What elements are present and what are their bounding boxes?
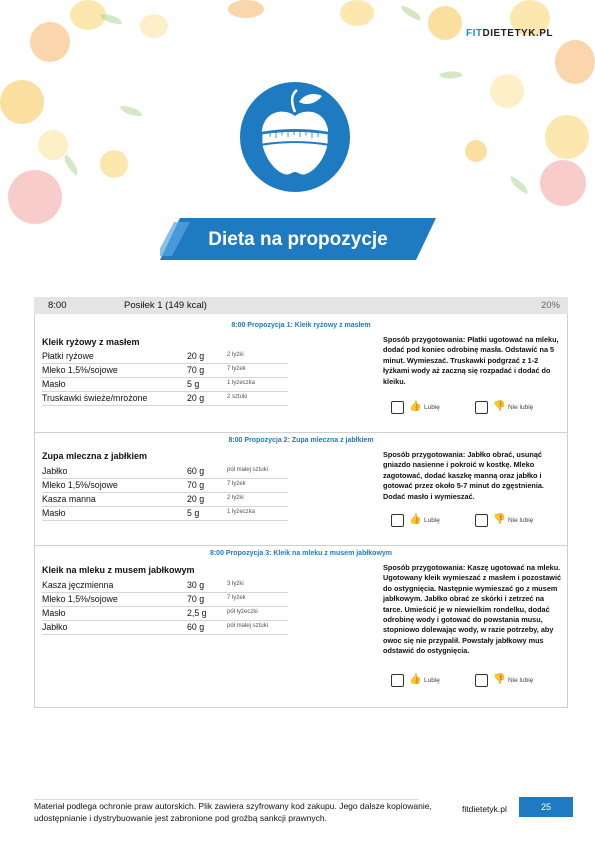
ingredient-amount: 20 g	[187, 351, 205, 361]
ingredient-measure: 2 sztuki	[227, 394, 248, 400]
proposal-3-dish: Kleik na mleku z musem jabłkowym	[42, 565, 195, 575]
prep-label: Sposób przygotowania:	[383, 335, 466, 344]
ingredient-measure: pół małej sztuki	[227, 623, 269, 629]
like-label: Lubię	[424, 517, 440, 524]
ingredient-row	[42, 493, 288, 507]
dislike-label: Nie lubię	[508, 404, 534, 411]
meal-header	[34, 297, 568, 314]
footer-divider	[34, 799, 419, 800]
prep-label: Sposób przygotowania:	[383, 563, 466, 572]
ingredient-measure: 7 łyżek	[227, 595, 246, 601]
ingredient-amount: 60 g	[187, 466, 205, 476]
ingredient-amount: 60 g	[187, 622, 205, 632]
title-banner	[160, 218, 436, 260]
ingredient-amount: 20 g	[187, 393, 205, 403]
thumbs-down-icon: 👎	[493, 514, 506, 525]
ingredient-name: Mleko 1,5%/sojowe	[42, 365, 118, 375]
proposal-2-preparation	[383, 450, 565, 502]
ingredient-measure: 2 łyżki	[227, 352, 244, 358]
brand-logo	[466, 28, 553, 39]
ingredient-row	[42, 392, 288, 406]
thumbs-up-icon: 👍	[409, 514, 422, 525]
footer-site: fitdietetyk.pl	[462, 804, 507, 814]
proposal-1-header: 8:00 Propozycja 1: Kleik ryżowy z masłem	[231, 322, 371, 329]
dislike-label: Nie lubię	[508, 677, 534, 684]
ingredient-amount: 70 g	[187, 480, 205, 490]
dislike-checkbox[interactable]	[475, 514, 488, 527]
ingredient-row	[42, 364, 288, 378]
ingredient-amount: 20 g	[187, 494, 205, 504]
like-checkbox[interactable]	[391, 514, 404, 527]
ingredient-amount: 70 g	[187, 365, 205, 375]
ingredient-amount: 5 g	[187, 508, 200, 518]
thumbs-down-icon: 👎	[493, 674, 506, 685]
ingredient-name: Kasza jęczmienna	[42, 580, 114, 590]
ingredient-row	[42, 378, 288, 392]
dislike-checkbox[interactable]	[475, 401, 488, 414]
prep-label: Sposób przygotowania:	[383, 450, 466, 459]
ingredient-name: Masło	[42, 508, 66, 518]
proposal-3-header: 8:00 Propozycja 3: Kleik na mleku z musem jabłkowym	[209, 550, 393, 557]
ingredient-name: Kasza manna	[42, 494, 96, 504]
thumbs-up-icon: 👍	[409, 401, 422, 412]
page-title: Dieta na propozycje	[208, 229, 388, 250]
thumbs-down-icon: 👎	[493, 401, 506, 412]
ingredient-amount: 30 g	[187, 580, 205, 590]
proposal-1-preparation	[383, 335, 565, 387]
dislike-checkbox[interactable]	[475, 674, 488, 687]
ingredient-row	[42, 593, 288, 607]
ingredient-row	[42, 579, 288, 593]
ingredient-row	[42, 479, 288, 493]
like-label: Lubię	[424, 404, 440, 411]
ingredient-measure: pół małej sztuki	[227, 467, 269, 473]
ingredient-name: Jabłko	[42, 466, 68, 476]
ingredient-name: Płatki ryżowe	[42, 351, 94, 361]
ingredient-name: Truskawki świeże/mrożone	[42, 393, 148, 403]
ingredient-name: Mleko 1,5%/sojowe	[42, 480, 118, 490]
prep-text: Kaszę ugotować na mleku. Ugotowany kleik wymieszać z masłem i pozostawić do ostygnięcia. Następnie wymieszać go z musem jabłkowym. Jabłko obrać ze skórki i zetrzeć na tarce. Umieścić je w niewielkim rondelku, dodać odrobinę wody i gotować do powstania musu, stopniowo dolewając wody, w razie potrzeby, aby owoc się nie przypalił. Powstały jabłkowy mus odstawić do ostygnięcia.	[383, 563, 562, 656]
ingredient-measure: pół łyżeczki	[227, 609, 258, 615]
ingredient-measure: 7 łyżek	[227, 366, 246, 372]
page-number: 25	[519, 797, 573, 817]
meal-time: 8:00	[48, 300, 67, 311]
divider	[34, 432, 568, 433]
logo-rest: DIETETYK.PL	[482, 28, 554, 39]
ingredient-row	[42, 507, 288, 521]
proposal-2-dish: Zupa mleczna z jabłkiem	[42, 451, 148, 461]
like-checkbox[interactable]	[391, 401, 404, 414]
proposal-2-header: 8:00 Propozycja 2: Zupa mleczna z jabłkiem	[228, 437, 374, 444]
meal-percent: 20%	[540, 300, 560, 311]
dislike-label: Nie lubię	[508, 517, 534, 524]
logo-fit: FIT	[466, 28, 483, 39]
like-label: Lubię	[424, 677, 440, 684]
proposal-3-preparation	[383, 563, 565, 657]
thumbs-up-icon: 👍	[409, 674, 422, 685]
ingredient-row	[42, 621, 288, 635]
ingredient-measure: 1 łyżeczka	[227, 509, 256, 515]
prep-text: Jabłko obrać, usunąć gniazdo nasienne i pokroić w kostkę. Mleko zagotować, dodać kaszkę manną oraz jabłko i gotować przez około 5-7 minut do zgęstnienia. Dodać masło i wymieszać.	[383, 450, 544, 501]
meal-name: Posiłek 1 (149 kcal)	[124, 300, 207, 311]
ingredient-measure: 7 łyżek	[227, 481, 246, 487]
copyright-notice: Materiał podlega ochronie praw autorskich. Plik zawiera szyfrowany kod zakupu. Jego dalsze kopiowanie, udostępnianie i dystrybuowanie jest zabronione pod groźbą sankcji prawnych.	[34, 801, 432, 823]
ingredient-measure: 3 łyżki	[227, 581, 244, 587]
ingredient-name: Masło	[42, 608, 66, 618]
ingredient-name: Mleko 1,5%/sojowe	[42, 594, 118, 604]
ingredient-measure: 1 łyżeczka	[227, 380, 256, 386]
ingredient-name: Masło	[42, 379, 66, 389]
proposal-1-dish: Kleik ryżowy z masłem	[42, 337, 140, 347]
prep-text: Płatki ugotować na mleku, dodać pod koniec odrobinę masła. Odstawić na 5 minut. Wymieszać. Truskawki podgrzać z 1-2 łyżkami wody aż zaczną się rozpadać i dodać do kleiku.	[383, 335, 559, 386]
ingredient-measure: 2 łyżki	[227, 495, 244, 501]
ingredient-amount: 5 g	[187, 379, 200, 389]
like-checkbox[interactable]	[391, 674, 404, 687]
ingredient-amount: 2,5 g	[187, 608, 207, 618]
ingredient-row	[42, 465, 288, 479]
ingredient-amount: 70 g	[187, 594, 205, 604]
ingredient-name: Jabłko	[42, 622, 68, 632]
apple-measuring-tape-icon	[240, 82, 350, 192]
ingredient-row	[42, 607, 288, 621]
ingredient-row	[42, 350, 288, 364]
divider	[34, 545, 568, 546]
